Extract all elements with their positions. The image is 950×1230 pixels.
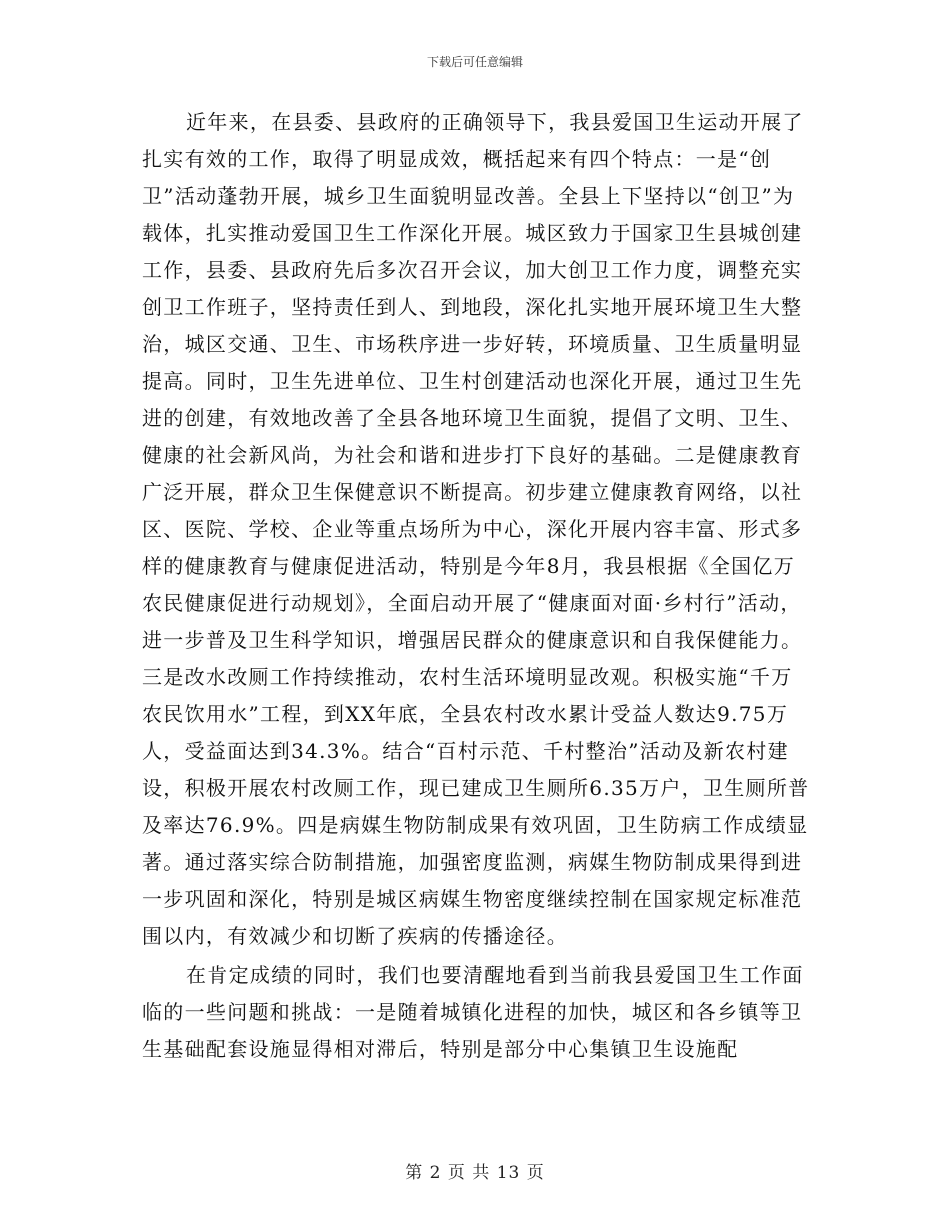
page-number-footer: 第 2 页 共 13 页 bbox=[405, 1163, 545, 1183]
document-body bbox=[142, 104, 810, 1068]
page-header: 下载后可任意编辑 bbox=[426, 55, 523, 69]
paragraph-challenges: 在肯定成绩的同时，我们也要清醒地看到当前我县爱国卫生工作面临的一些问题和挑战：一是随着城镇化进程的加快，城区和各乡镇等卫生基础配套设施显得相对滞后，特别是部分中心集镇卫生设施配 bbox=[142, 963, 804, 1061]
paragraph-achievements: 近年来，在县委、县政府的正确领导下，我县爱国卫生运动开展了扎实有效的工作，取得了明显成效，概括起来有四个特点：一是“创卫”活动蓬勃开展，城乡卫生面貌明显改善。全县上下坚持以“创卫”为载体，扎实推动爱国卫生工作深化开展。城区致力于国家卫生县城创建工作，县委、县政府先后多次召开会议，加大创卫工作力度，调整充实创卫工作班子，坚持责任到人、到地段，深化扎实地开展环境卫生大整治，城区交通、卫生、市场秩序进一步好转，环境质量、卫生质量明显提高。同时，卫生先进单位、卫生村创建活动也深化开展，通过卫生先进的创建，有效地改善了全县各地环境卫生面貌，提倡了文明、卫生、健康的社会新风尚，为社会和谐和进步打下良好的基础。二是健康教育广泛开展，群众卫生保健意识不断提高。初步建立健康教育网络，以社区、医院、学校、企业等重点场所为中心，深化开展内容丰富、形式多样的健康教育与健康促进活动，特别是今年8月，我县根据《全国亿万农民健康促进行动规划》，全面启动开展了“健康面对面·乡村行”活动，进一步普及卫生科学知识，增强居民群众的健康意识和自我保健能力。三是改水改厕工作持续推动，农村生活环境明显改观。积极实施“千万农民饮用水”工程，到XX年底，全县农村改水累计受益人数达9.75万人，受益面达到34.3%。结合“百村示范、千村整治”活动及新农村建设，积极开展农村改厕工作，现已建成卫生厕所6.35万户，卫生厕所普及率达76.9%。四是病媒生物防制成果有效巩固，卫生防病工作成绩显著。通过落实综合防制措施，加强密度监测，病媒生物防制成果得到进一步巩固和深化，特别是城区病媒生物密度继续控制在国家规定标准范围以内，有效减少和切断了疾病的传播途径。 bbox=[142, 110, 810, 948]
